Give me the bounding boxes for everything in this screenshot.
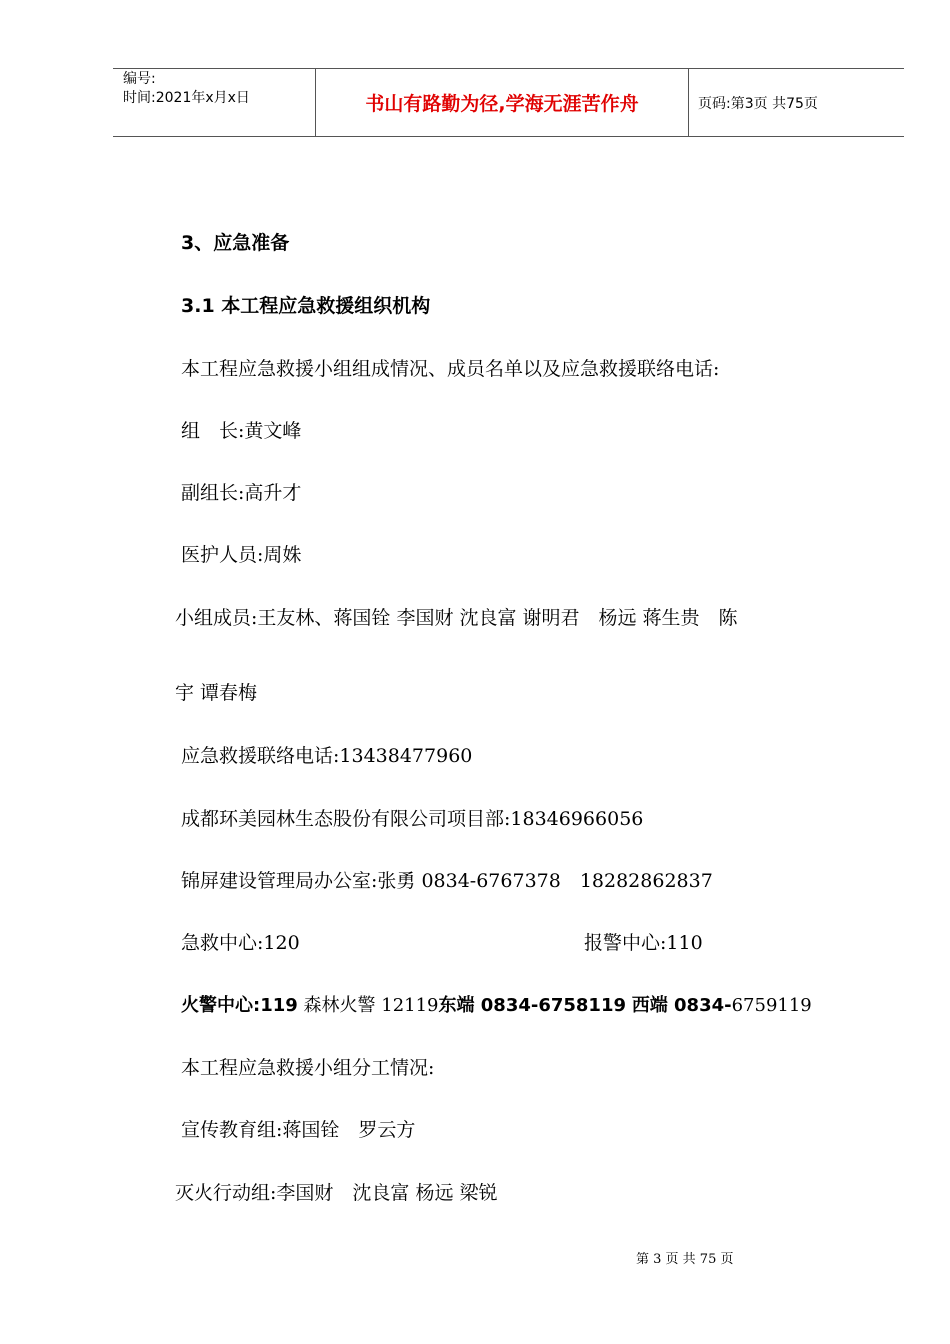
footer-page: 第 3 页 共 75 页 bbox=[636, 1252, 734, 1267]
emergency-center-line: 急救中心:120 bbox=[181, 932, 300, 954]
forest-fire: 森林火警 12119 bbox=[303, 995, 439, 1016]
leader-line: 组 长:黄文峰 bbox=[181, 420, 302, 442]
medical-line: 医护人员:周姝 bbox=[181, 544, 302, 566]
header-time: 时间:2021年x月x日 bbox=[123, 90, 250, 106]
intro-text: 本工程应急救援小组组成情况、成员名单以及应急救援联络电话: bbox=[181, 358, 720, 380]
division-intro: 本工程应急救援小组分工情况: bbox=[181, 1057, 435, 1079]
east-end: 东端 0834-6758119 bbox=[438, 995, 627, 1016]
header-page-info: 页码:第3页 共75页 bbox=[698, 96, 818, 112]
section-title: 3、应急准备 bbox=[181, 232, 290, 254]
members-line-2: 宇 谭春梅 bbox=[175, 682, 258, 704]
header-top-border bbox=[113, 68, 904, 69]
header-number: 编号: bbox=[123, 71, 156, 87]
fire-center: 火警中心:119 bbox=[181, 995, 298, 1016]
members-line-1: 小组成员:王友林、蒋国铨 李国财 沈良富 谢明君 杨远 蒋生贵 陈 bbox=[175, 607, 738, 629]
propaganda-line: 宣传教育组:蒋国铨 罗云方 bbox=[181, 1119, 416, 1141]
police-center-line: 报警中心:110 bbox=[584, 932, 703, 954]
fire-line bbox=[181, 994, 812, 1018]
company-line: 成都环美园林生态股份有限公司项目部:18346966056 bbox=[181, 808, 644, 830]
deputy-line: 副组长:高升才 bbox=[181, 482, 302, 504]
subsection-title: 3.1 本工程应急救援组织机构 bbox=[181, 295, 431, 317]
header-motto: 书山有路勤为径,学海无涯苦作舟 bbox=[365, 93, 639, 115]
header-meta bbox=[123, 70, 250, 108]
header-divider-right bbox=[688, 68, 689, 136]
firefighting-line: 灭火行动组:李国财 沈良富 杨远 梁锐 bbox=[175, 1182, 498, 1204]
west-end-number: 6759119 bbox=[731, 995, 812, 1016]
header-bottom-border bbox=[113, 136, 904, 137]
west-end: 西端 0834- bbox=[631, 995, 732, 1016]
office-line: 锦屏建设管理局办公室:张勇 0834-6767378 18282862837 bbox=[181, 870, 713, 892]
contact-phone-line: 应急救援联络电话:13438477960 bbox=[181, 745, 473, 767]
